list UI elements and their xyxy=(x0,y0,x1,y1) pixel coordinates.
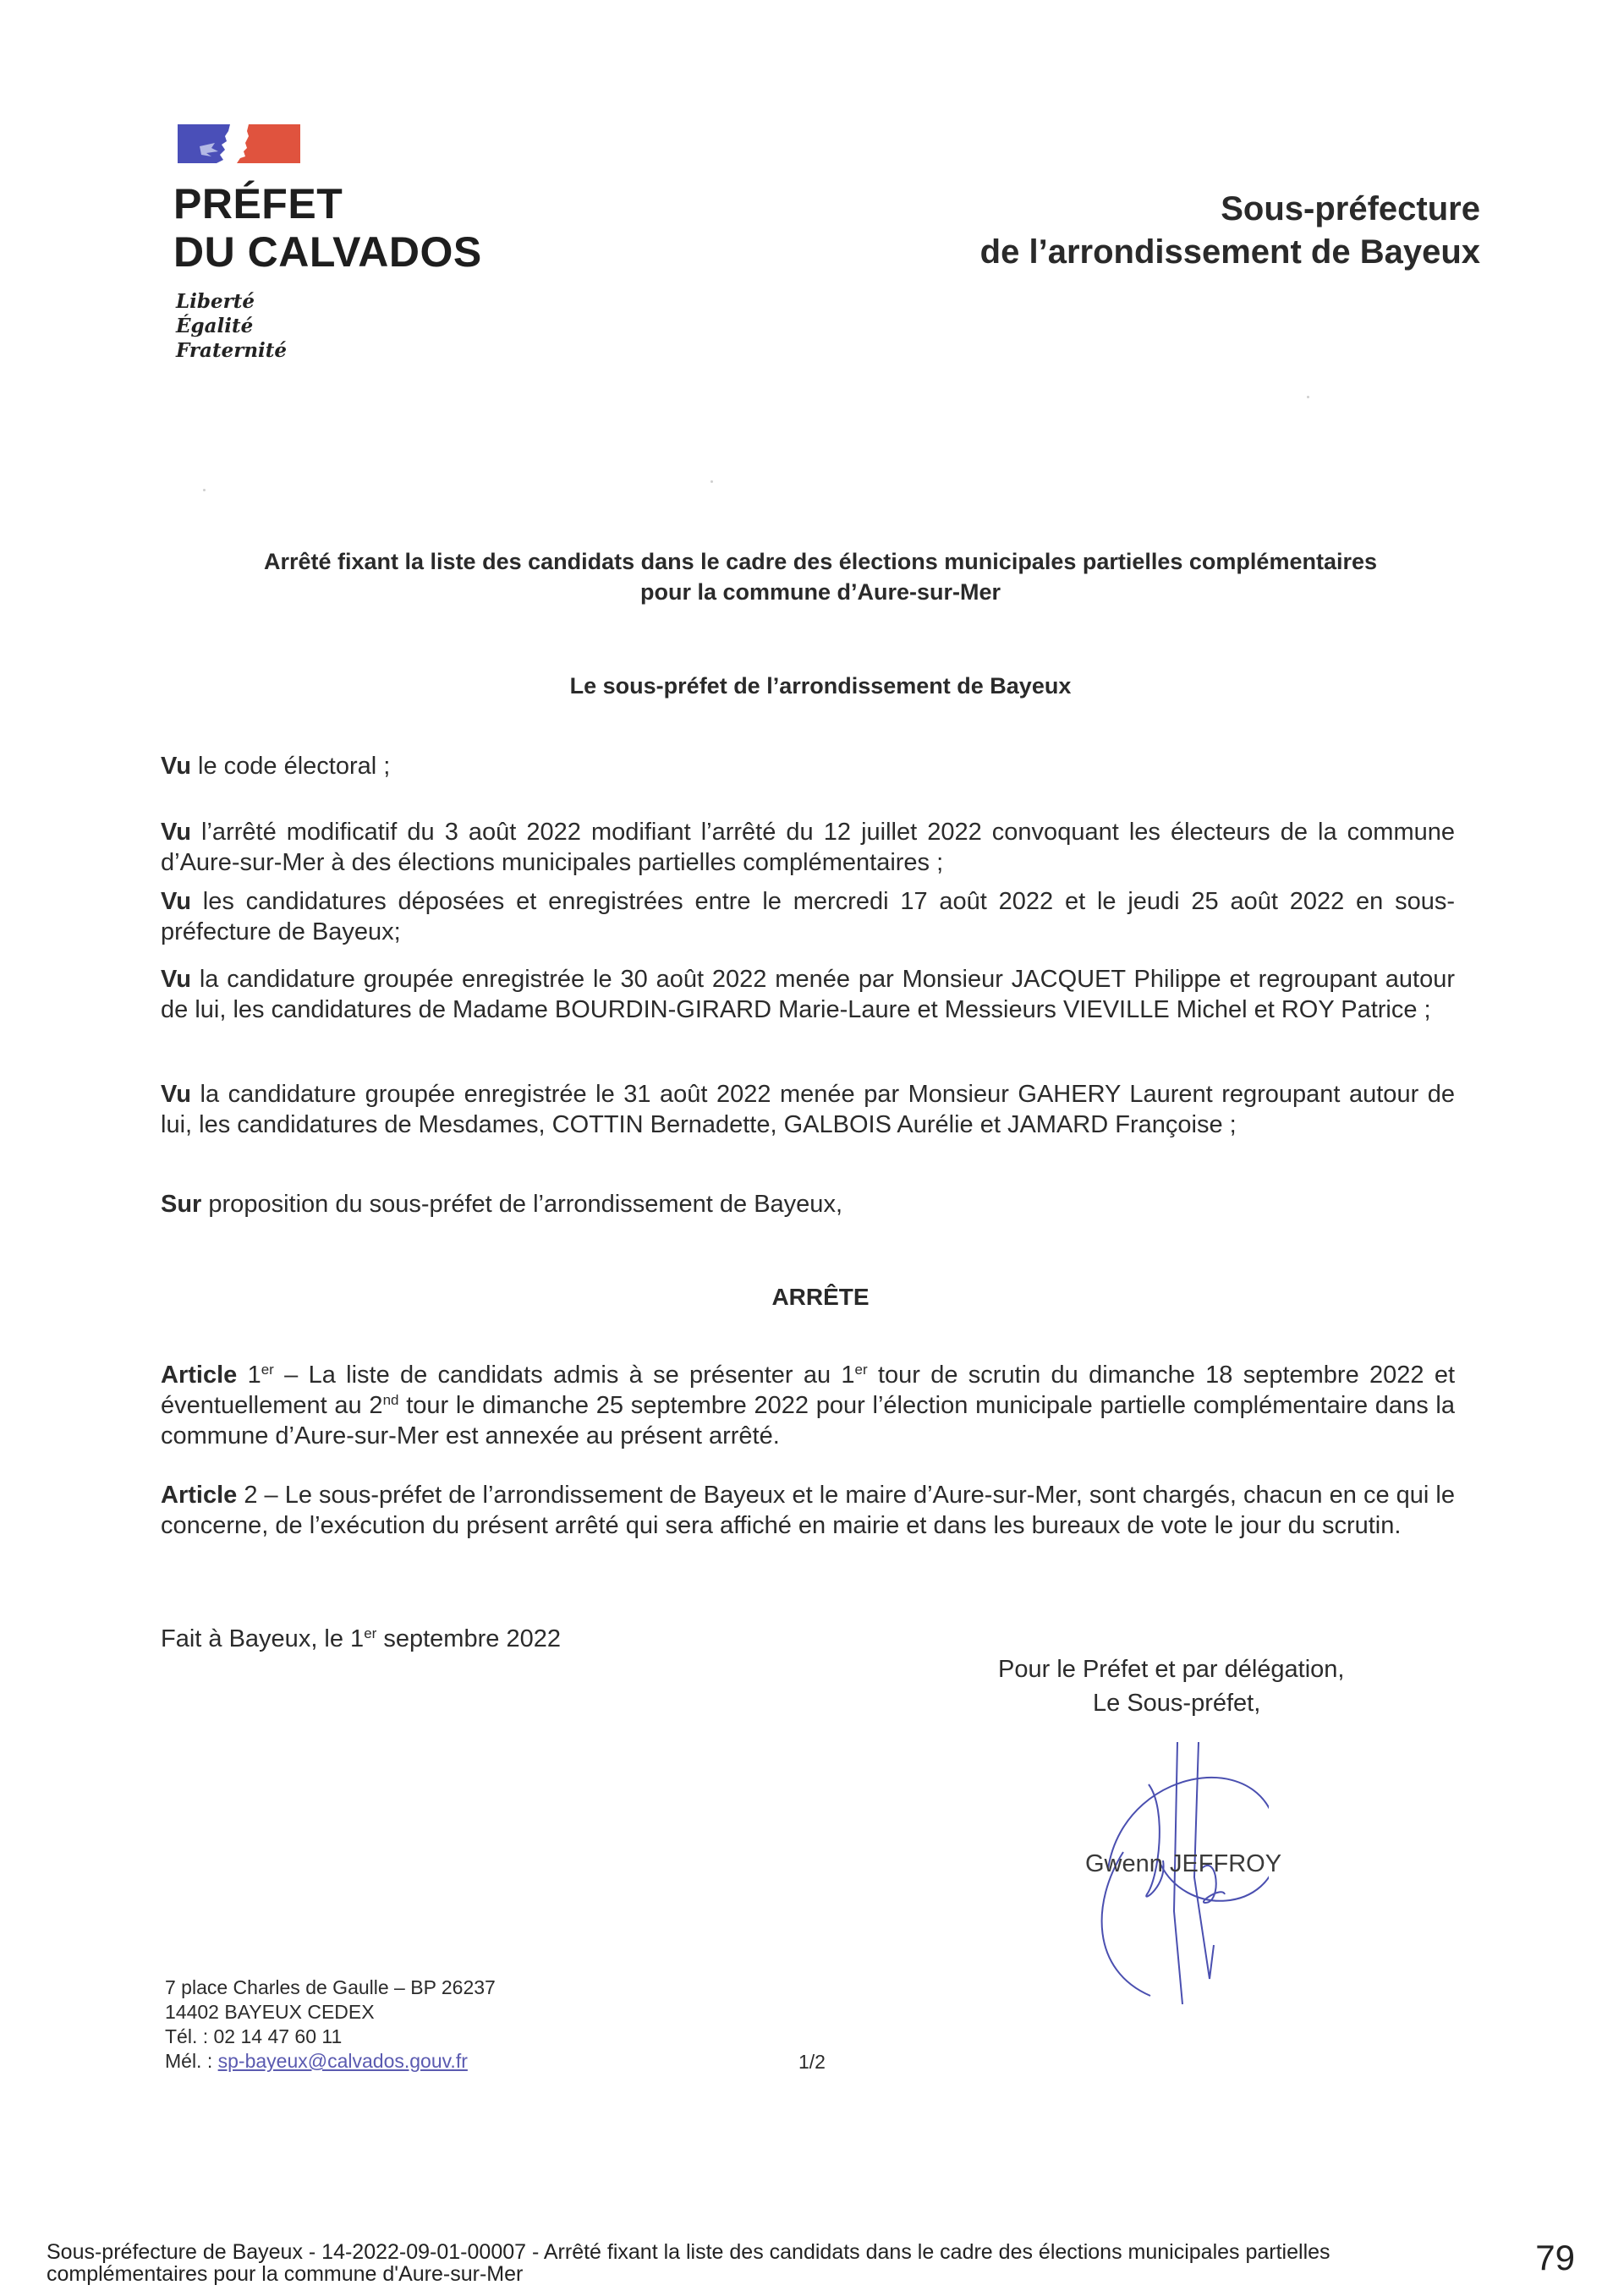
considerant-text: les candidatures déposées et enregistrées entre le mercredi 17 août 2022 et le jeudi 25 août 2022 en sous-préfecture de Bayeux; xyxy=(161,888,1455,945)
motto-fraternite: Fraternité xyxy=(176,339,288,362)
done-at-line xyxy=(161,1624,1455,1654)
article-number: 1 xyxy=(237,1362,261,1389)
done-at-date: septembre 2022 xyxy=(376,1625,561,1652)
signature-title-line: Le Sous-préfet, xyxy=(1093,1690,1261,1717)
considerant-arrete-modificatif xyxy=(161,817,1455,878)
email-label: Mél. : xyxy=(165,2050,218,2072)
decision-heading: ARRÊTE xyxy=(771,1284,870,1310)
email-link[interactable]: sp-bayeux@calvados.gouv.fr xyxy=(217,2050,468,2072)
sous-prefecture-line2: de l’arrondissement de Bayeux xyxy=(979,233,1480,271)
article-text: – La liste de candidats admis à se présenter au 1 xyxy=(273,1362,855,1389)
republic-motto xyxy=(176,289,287,363)
ordinal-sup: nd xyxy=(382,1392,399,1408)
considerant-lead: Vu xyxy=(161,888,191,915)
address-block xyxy=(165,1975,496,2074)
ordinal-sup: er xyxy=(364,1625,377,1641)
article-2 xyxy=(161,1480,1455,1541)
article-number-sup: er xyxy=(261,1362,274,1378)
prefet-line2: DU CALVADOS xyxy=(173,228,482,276)
motto-egalite: Égalité xyxy=(176,315,254,337)
sous-prefecture-title xyxy=(980,188,1480,274)
signature-delegation-line: Pour le Préfet et par délégation, xyxy=(998,1656,1345,1683)
footer-reference: Sous-préfecture de Bayeux - 14-2022-09-01-00007 - Arrêté fixant la liste des candidats dans le cadre des élections municipales partielles complémentaires pour la commune d'Aure-sur-Mer xyxy=(47,2240,1330,2286)
marianne-flag-logo xyxy=(178,123,300,165)
address-city: 14402 BAYEUX CEDEX xyxy=(165,2001,375,2023)
considerant-text: l’arrêté modificatif du 3 août 2022 modifiant l’arrêté du 12 juillet 2022 convoquant les électeurs de la commune d’Aure-sur-Mer à des élections municipales partielles complémentaires ; xyxy=(161,819,1455,876)
considerant-lead: Vu xyxy=(161,753,191,780)
ordinal-sup: er xyxy=(854,1362,868,1378)
considerant-text: la candidature groupée enregistrée le 31 août 2022 menée par Monsieur GAHERY Laurent regroupant autour de lui, les candidatures de Mesdames, COTTIN Bernadette, GALBOIS Aurélie et JAMARD Françoise ; xyxy=(161,1081,1455,1138)
considerant-code-electoral xyxy=(161,751,1455,781)
address-street: 7 place Charles de Gaulle – BP 26237 xyxy=(165,1976,496,1998)
scan-speck xyxy=(710,480,713,483)
article-label: Article xyxy=(161,1482,238,1509)
scan-speck xyxy=(1307,396,1309,398)
address-email-row xyxy=(165,2049,496,2074)
article-text: 2 – Le sous-préfet de l’arrondissement de Bayeux et le maire d’Aure-sur-Mer, sont chargés, chacun en ce qui le concerne, de l’exécution du présent arrêté qui sera affiché en mairie et dans les bureaux de vote le jour du scrutin. xyxy=(161,1482,1455,1539)
considerant-lead: Vu xyxy=(161,819,191,846)
address-phone: Tél. : 02 14 47 60 11 xyxy=(165,2025,343,2047)
article-label: Article xyxy=(161,1362,238,1389)
article-1 xyxy=(161,1360,1455,1451)
document-title-line2: pour la commune d’Aure-sur-Mer xyxy=(639,579,1001,605)
considerant-candidature-jacquet xyxy=(161,964,1455,1025)
considerant-text: proposition du sous-préfet de l’arrondissement de Bayeux, xyxy=(201,1191,842,1218)
considerant-lead: Vu xyxy=(161,1081,191,1108)
document-title xyxy=(152,546,1489,607)
prefet-name xyxy=(173,180,482,277)
article-text: tour de scrutin du dimanche 18 septembre 2022 et éventuellement au 2 xyxy=(161,1362,1456,1419)
authority-heading: Le sous-préfet de l’arrondissement de Bayeux xyxy=(569,673,1072,699)
signatory-name: Gwenn JEFFROY xyxy=(1085,1850,1282,1877)
considerant-proposition xyxy=(161,1189,1455,1219)
page-indicator: 1/2 xyxy=(798,2051,826,2073)
prefet-line1: PRÉFET xyxy=(173,180,343,227)
article-text: tour le dimanche 25 septembre 2022 pour l’élection municipale partielle complémentaire dans la commune d’Aure-sur-Mer est annexée au présent arrêté. xyxy=(161,1392,1456,1449)
done-at-text: Fait à Bayeux, le 1 xyxy=(161,1625,365,1652)
considerant-lead: Vu xyxy=(161,966,191,993)
sous-prefecture-line1: Sous-préfecture xyxy=(1221,190,1480,227)
considerant-candidature-gahery xyxy=(161,1079,1455,1140)
footer-page-number: 79 xyxy=(1535,2238,1575,2277)
considerant-text: le code électoral ; xyxy=(190,753,391,780)
considerant-text: la candidature groupée enregistrée le 30 août 2022 menée par Monsieur JACQUET Philippe et regroupant autour de lui, les candidatures de Madame BOURDIN-GIRARD Marie-Laure et Messieurs VIEVILLE Michel et ROY Patrice ; xyxy=(161,966,1455,1023)
document-title-line1: Arrêté fixant la liste des candidats dans le cadre des élections municipales partielles complémentaires xyxy=(263,549,1378,574)
motto-liberte: Liberté xyxy=(176,290,255,313)
considerant-candidatures xyxy=(161,886,1455,947)
scan-speck xyxy=(203,489,206,491)
considerant-lead: Sur xyxy=(161,1191,202,1218)
